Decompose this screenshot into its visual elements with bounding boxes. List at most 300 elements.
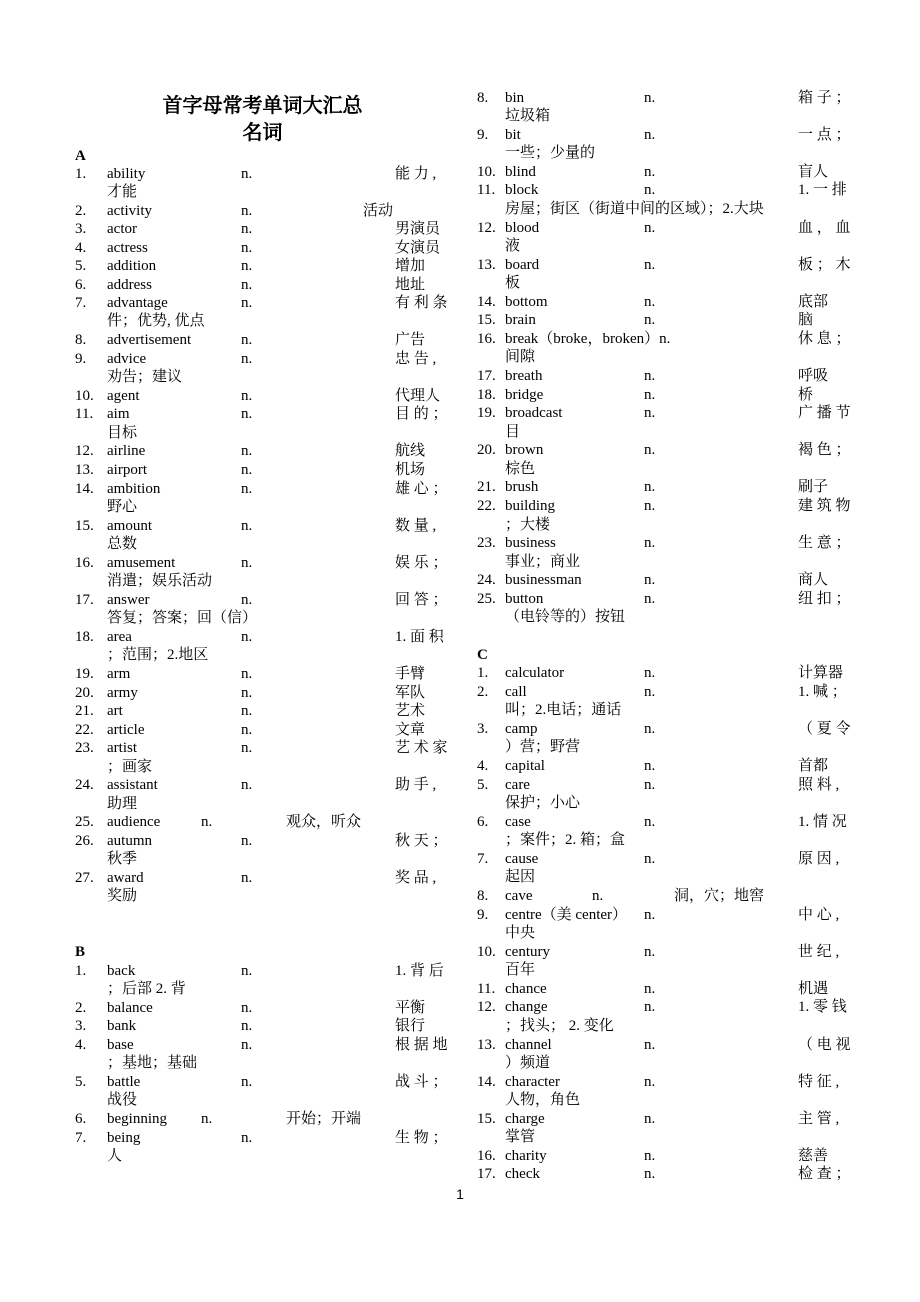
entry-word: board (505, 257, 540, 273)
entry-meaning: 休 息 ； (798, 331, 851, 347)
entry-meaning: 机遇 (798, 981, 829, 997)
entry-pos: n. (241, 1018, 253, 1034)
entry-meaning: 1. 面 积 (395, 629, 444, 645)
entry-continuation: ；案件；2. 箱；盒 (505, 832, 626, 848)
entry-word: charity (505, 1148, 547, 1164)
entry-meaning: 中 心 , (798, 907, 840, 923)
entry-meaning: 活动 (363, 203, 394, 219)
entry-meaning: 代理人 (395, 388, 441, 404)
entry-word: aim (107, 406, 130, 422)
entry-continuation: ）频道 (505, 1055, 551, 1071)
entry-word: agent (107, 388, 140, 404)
entry-pos: n. (644, 721, 656, 737)
entry-pos: n. (644, 1166, 656, 1182)
entry-number: 1. (75, 166, 87, 182)
entry-number: 15. (477, 312, 496, 328)
entry-number: 11. (477, 981, 496, 997)
entry-number: 4. (75, 240, 87, 256)
entry-pos: n. (644, 591, 656, 607)
entry-pos: n. (644, 851, 656, 867)
entry-number: 7. (75, 1130, 87, 1146)
entry-pos: n. (644, 1148, 656, 1164)
entry-pos: n. (241, 277, 253, 293)
entry-number: 8. (477, 888, 489, 904)
entry-pos: n. (644, 999, 656, 1015)
entry-meaning: 生 意 ； (798, 535, 851, 551)
entry-pos: n. (241, 592, 253, 608)
entry-number: 1. (75, 963, 87, 979)
entry-word: charge (505, 1111, 545, 1127)
entry-number: 4. (477, 758, 489, 774)
entry-continuation: 人物，角色 (505, 1092, 581, 1108)
entry-continuation: 劝告；建议 (107, 369, 183, 385)
entry-continuation: 消遣；娱乐活动 (107, 573, 213, 589)
entry-number: 10. (75, 388, 94, 404)
entry-word: cave (505, 888, 533, 904)
entry-continuation: 中央 (505, 925, 536, 941)
entry-number: 7. (75, 295, 87, 311)
entry-word: advantage (107, 295, 168, 311)
entry-word: broadcast (505, 405, 563, 421)
entry-meaning: 洞，穴；地窖 (674, 888, 765, 904)
entry-pos: n. (644, 90, 656, 106)
entry-pos: n. (241, 555, 253, 571)
entry-number: 11. (477, 182, 496, 198)
entry-number: 27. (75, 870, 94, 886)
entry-meaning: 建 筑 物 (798, 498, 851, 514)
entry-pos: n. (644, 479, 656, 495)
entry-pos: n. (241, 963, 253, 979)
entry-continuation: 掌管 (505, 1129, 536, 1145)
entry-pos: n. (241, 1037, 253, 1053)
entry-word: channel (505, 1037, 552, 1053)
entry-word: amusement (107, 555, 176, 571)
entry-meaning: 地址 (395, 277, 426, 293)
entry-continuation: 答复；答案；回（信） (107, 610, 258, 626)
entry-number: 18. (75, 629, 94, 645)
entry-word: capital (505, 758, 545, 774)
entry-number: 9. (477, 907, 489, 923)
entry-word: base (107, 1037, 134, 1053)
entry-number: 5. (75, 258, 87, 274)
entry-meaning: 一 点 ； (798, 127, 851, 143)
entry-number: 13. (477, 1037, 496, 1053)
entry-continuation: 保护；小心 (505, 795, 581, 811)
entry-number: 16. (477, 1148, 496, 1164)
entry-word: bank (107, 1018, 137, 1034)
entry-number: 2. (75, 203, 87, 219)
entry-continuation: 目标 (107, 425, 138, 441)
entry-word: being (107, 1130, 141, 1146)
entry-number: 12. (477, 999, 496, 1015)
entry-word: activity (107, 203, 152, 219)
entry-continuation: 液 (505, 238, 521, 254)
entry-word: assistant (107, 777, 158, 793)
entry-pos: n. (241, 406, 253, 422)
entry-pos: n. (644, 182, 656, 198)
entry-number: 15. (477, 1111, 496, 1127)
entry-meaning: 军队 (395, 685, 426, 701)
entry-continuation: 板 (505, 275, 521, 291)
entry-number: 10. (477, 164, 496, 180)
entry-word: airport (107, 462, 147, 478)
entry-word: advice (107, 351, 147, 367)
entry-pos: n. (241, 332, 253, 348)
entry-word: breath (505, 368, 543, 384)
entry-pos: n. (644, 1037, 656, 1053)
entry-meaning: 能 力 , (395, 166, 437, 182)
entry-word: blind (505, 164, 536, 180)
entry-word: arm (107, 666, 131, 682)
entry-word: break（broke，broken）n. (505, 331, 671, 347)
entry-meaning: 脑 (798, 312, 814, 328)
document-subtitle: 名词 (242, 122, 283, 144)
entry-continuation: 野心 (107, 499, 138, 515)
entry-continuation: ；找头； 2. 变化 (505, 1018, 614, 1034)
entry-number: 14. (477, 1074, 496, 1090)
entry-continuation: 才能 (107, 184, 138, 200)
entry-word: brown (505, 442, 544, 458)
entry-number: 6. (75, 1111, 87, 1127)
entry-pos: n. (241, 462, 253, 478)
entry-number: 19. (477, 405, 496, 421)
entry-meaning: 刷子 (798, 479, 829, 495)
entry-number: 4. (75, 1037, 87, 1053)
entry-number: 14. (477, 294, 496, 310)
entry-number: 14. (75, 481, 94, 497)
entry-meaning: 雄 心 ； (395, 481, 448, 497)
entry-meaning: 箱 子 ； (798, 90, 851, 106)
entry-pos: n. (241, 870, 253, 886)
entry-word: ambition (107, 481, 161, 497)
entry-word: amount (107, 518, 152, 534)
entry-number: 11. (75, 406, 94, 422)
entry-word: blood (505, 220, 540, 236)
entry-word: chance (505, 981, 547, 997)
entry-number: 17. (75, 592, 94, 608)
entry-pos: n. (241, 1000, 253, 1016)
entry-word: block (505, 182, 539, 198)
entry-number: 8. (75, 332, 87, 348)
entry-pos: n. (241, 481, 253, 497)
entry-pos: n. (644, 405, 656, 421)
entry-number: 2. (477, 684, 489, 700)
entry-number: 13. (477, 257, 496, 273)
entry-word: bit (505, 127, 521, 143)
entry-pos: n. (644, 164, 656, 180)
entry-meaning: 战 斗 ； (395, 1074, 448, 1090)
entry-continuation: （电铃等的）按钮 (505, 609, 626, 625)
entry-pos: n. (241, 166, 253, 182)
entry-word: artist (107, 740, 137, 756)
entry-pos: n. (644, 387, 656, 403)
entry-word: autumn (107, 833, 152, 849)
entry-meaning: 1. 喊 ； (798, 684, 847, 700)
entry-word: airline (107, 443, 146, 459)
entry-pos: n. (644, 684, 656, 700)
entry-number: 1. (477, 665, 489, 681)
entry-word: care (505, 777, 530, 793)
entry-word: building (505, 498, 556, 514)
entry-continuation: ；画家 (107, 759, 153, 775)
entry-number: 21. (75, 703, 94, 719)
entry-number: 21. (477, 479, 496, 495)
entry-continuation: 棕色 (505, 461, 536, 477)
entry-word: answer (107, 592, 150, 608)
entry-word: cause (505, 851, 539, 867)
entry-pos: n. (241, 740, 253, 756)
entry-pos: n. (241, 388, 253, 404)
entry-pos: n. (644, 814, 656, 830)
entry-pos: n. (644, 777, 656, 793)
entry-number: 3. (477, 721, 489, 737)
entry-number: 19. (75, 666, 94, 682)
entry-meaning: 娱 乐 ； (395, 555, 448, 571)
entry-meaning: 特 征 , (798, 1074, 840, 1090)
entry-number: 13. (75, 462, 94, 478)
section-letter: A (75, 148, 86, 164)
entry-number: 18. (477, 387, 496, 403)
entry-pos: n. (644, 257, 656, 273)
entry-number: 9. (477, 127, 489, 143)
entry-meaning: 照 料 , (798, 777, 840, 793)
entry-continuation: 垃圾箱 (505, 108, 551, 124)
entry-meaning: 1. 零 钱 (798, 999, 847, 1015)
entry-pos: n. (644, 312, 656, 328)
entry-continuation: 秋季 (107, 851, 138, 867)
entry-word: century (505, 944, 550, 960)
entry-meaning: 广 播 节 (798, 405, 851, 421)
entry-pos: n. (241, 295, 253, 311)
entry-meaning: 1. 情 况 (798, 814, 847, 830)
entry-meaning: 商人 (798, 572, 829, 588)
entry-pos: n. (241, 351, 253, 367)
entry-meaning: 目 的 ； (395, 406, 448, 422)
entry-continuation: 人 (107, 1148, 123, 1164)
entry-continuation: 总数 (107, 536, 138, 552)
entry-pos: n. (644, 294, 656, 310)
entry-continuation: ；范围；2.地区 (107, 647, 209, 663)
entry-word: camp (505, 721, 538, 737)
entry-word: award (107, 870, 144, 886)
entry-continuation: ；基地；基础 (107, 1055, 198, 1071)
entry-meaning: 血 ， 血 (798, 220, 851, 236)
entry-pos: n. (592, 888, 604, 904)
entry-word: brush (505, 479, 539, 495)
entry-pos: n. (644, 442, 656, 458)
entry-continuation: 奖励 (107, 888, 138, 904)
entry-continuation: 叫；2.电话；通话 (505, 702, 622, 718)
entry-word: area (107, 629, 132, 645)
entry-meaning: 纽 扣 ； (798, 591, 851, 607)
entry-pos: n. (644, 758, 656, 774)
entry-continuation: 房屋；街区（街道中间的区域）；2.大块 (505, 201, 764, 217)
entry-pos: n. (241, 722, 253, 738)
entry-pos: n. (241, 833, 253, 849)
entry-meaning: 女演员 (395, 240, 441, 256)
entry-number: 12. (477, 220, 496, 236)
entry-word: beginning (107, 1111, 167, 1127)
entry-number: 6. (75, 277, 87, 293)
entry-continuation: ）营；野营 (505, 739, 581, 755)
entry-meaning: 数 量 , (395, 518, 437, 534)
entry-pos: n. (241, 443, 253, 459)
entry-word: article (107, 722, 145, 738)
entry-meaning: 航线 (395, 443, 426, 459)
entry-number: 16. (75, 555, 94, 571)
entry-number: 9. (75, 351, 87, 367)
entry-number: 17. (477, 368, 496, 384)
entry-meaning: 艺 术 家 (395, 740, 448, 756)
entry-pos: n. (241, 240, 253, 256)
entry-word: change (505, 999, 548, 1015)
entry-meaning: 开始；开端 (286, 1111, 362, 1127)
entry-meaning: （ 电 视 (798, 1037, 851, 1053)
entry-number: 25. (477, 591, 496, 607)
entry-pos: n. (241, 258, 253, 274)
entry-number: 24. (75, 777, 94, 793)
entry-word: actor (107, 221, 137, 237)
entry-meaning: 文章 (395, 722, 426, 738)
entry-continuation: 战役 (107, 1092, 138, 1108)
entry-meaning: 根 据 地 (395, 1037, 448, 1053)
entry-pos: n. (644, 220, 656, 236)
entry-pos: n. (241, 629, 253, 645)
entry-word: bin (505, 90, 525, 106)
entry-meaning: 桥 (798, 387, 814, 403)
entry-continuation: 目 (505, 424, 521, 440)
entry-pos: n. (241, 777, 253, 793)
entry-pos: n. (241, 203, 253, 219)
entry-word: centre（美 center） (505, 907, 628, 923)
entry-word: addition (107, 258, 157, 274)
entry-pos: n. (644, 498, 656, 514)
entry-continuation: 一些；少量的 (505, 145, 596, 161)
entry-number: 22. (477, 498, 496, 514)
entry-word: address (107, 277, 152, 293)
entry-number: 23. (477, 535, 496, 551)
section-letter: B (75, 944, 86, 960)
entry-word: businessman (505, 572, 582, 588)
entry-pos: n. (644, 368, 656, 384)
entry-number: 23. (75, 740, 94, 756)
entry-number: 17. (477, 1166, 496, 1182)
entry-pos: n. (241, 685, 253, 701)
entry-word: case (505, 814, 531, 830)
entry-word: check (505, 1166, 540, 1182)
entry-word: bottom (505, 294, 548, 310)
entry-number: 3. (75, 221, 87, 237)
page-number: 1 (456, 1186, 464, 1202)
entry-word: audience (107, 814, 161, 830)
entry-meaning: 回 答 ； (395, 592, 448, 608)
entry-word: call (505, 684, 527, 700)
entry-meaning: 平衡 (395, 1000, 426, 1016)
entry-number: 5. (477, 777, 489, 793)
entry-word: battle (107, 1074, 141, 1090)
entry-number: 20. (75, 685, 94, 701)
entry-meaning: 秋 天 ； (395, 833, 448, 849)
entry-word: balance (107, 1000, 153, 1016)
entry-pos: n. (644, 1074, 656, 1090)
entry-word: business (505, 535, 556, 551)
entry-number: 10. (477, 944, 496, 960)
entry-meaning: 观众，听众 (286, 814, 362, 830)
entry-meaning: 广告 (395, 332, 426, 348)
entry-number: 22. (75, 722, 94, 738)
entry-meaning: 慈善 (798, 1148, 829, 1164)
entry-word: army (107, 685, 138, 701)
entry-meaning: 计算器 (798, 665, 844, 681)
entry-pos: n. (644, 907, 656, 923)
entry-meaning: 世 纪 , (798, 944, 840, 960)
entry-meaning: 艺术 (395, 703, 426, 719)
entry-meaning: 板 ； 木 (798, 257, 851, 273)
entry-word: back (107, 963, 136, 979)
entry-meaning: 银行 (395, 1018, 426, 1034)
entry-meaning: 首都 (798, 758, 829, 774)
entry-continuation: 百年 (505, 962, 536, 978)
entry-number: 3. (75, 1018, 87, 1034)
entry-continuation: 起因 (505, 869, 536, 885)
section-letter: C (477, 647, 488, 663)
entry-word: ability (107, 166, 146, 182)
entry-number: 20. (477, 442, 496, 458)
entry-meaning: 呼吸 (798, 368, 829, 384)
entry-number: 2. (75, 1000, 87, 1016)
entry-continuation: 件；优势, 优点 (107, 313, 205, 329)
entry-pos: n. (241, 1074, 253, 1090)
entry-meaning: 底部 (798, 294, 829, 310)
entry-word: character (505, 1074, 560, 1090)
entry-word: art (107, 703, 123, 719)
entry-number: 6. (477, 814, 489, 830)
entry-meaning: 有 利 条 (395, 295, 448, 311)
entry-pos: n. (644, 944, 656, 960)
entry-word: actress (107, 240, 148, 256)
entry-meaning: 盲人 (798, 164, 829, 180)
entry-number: 16. (477, 331, 496, 347)
entry-pos: n. (241, 703, 253, 719)
entry-meaning: 褐 色 ； (798, 442, 851, 458)
entry-word: brain (505, 312, 536, 328)
entry-number: 26. (75, 833, 94, 849)
entry-pos: n. (644, 535, 656, 551)
entry-number: 15. (75, 518, 94, 534)
entry-pos: n. (241, 1130, 253, 1146)
entry-pos: n. (201, 1111, 213, 1127)
entry-pos: n. (241, 221, 253, 237)
entry-meaning: 1. 背 后 (395, 963, 444, 979)
entry-pos: n. (644, 127, 656, 143)
entry-number: 24. (477, 572, 496, 588)
entry-number: 5. (75, 1074, 87, 1090)
entry-number: 12. (75, 443, 94, 459)
entry-pos: n. (644, 572, 656, 588)
entry-meaning: （ 夏 令 (798, 721, 851, 737)
entry-continuation: 间隙 (505, 349, 536, 365)
entry-meaning: 增加 (395, 258, 426, 274)
entry-pos: n. (241, 666, 253, 682)
entry-meaning: 原 因 , (798, 851, 840, 867)
entry-continuation: 事业；商业 (505, 554, 581, 570)
entry-number: 8. (477, 90, 489, 106)
entry-meaning: 忠 告 , (395, 351, 437, 367)
entry-pos: n. (201, 814, 213, 830)
entry-number: 7. (477, 851, 489, 867)
entry-word: calculator (505, 665, 565, 681)
entry-meaning: 1. 一 排 (798, 182, 847, 198)
